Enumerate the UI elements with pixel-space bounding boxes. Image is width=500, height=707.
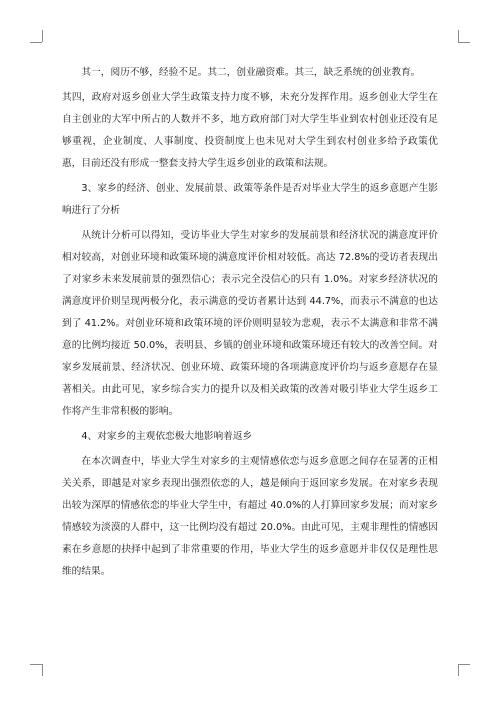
paragraph-4: 在本次调查中，毕业大学生对家乡的主观情感依恋与返乡意愿之间存在显著的正相关关系，即越是对家乡表现出强烈依恋的人，越是倾向于返回家乡发展。在对家乡表现出较为深厚的情感依恋的毕业大学生中，有超过 40.0%的人打算回家乡发展；而对家乡情感较为淡漠的人群中，这一比例均没有超过 20.0%。由此可见，主观非理性的情感因素在乡意愿的抉择中起到了非常重要的作用，毕业大学生的返乡意愿并非仅仅是理性思维的结果。: [62, 456, 438, 577]
paragraph-1: 其一，阅历不够，经验不足。其二，创业融资难。其三，缺乏系统的创业教育。: [81, 67, 421, 78]
section-heading-4: 4、对家乡的主观依恋极大地影响着返乡: [81, 431, 253, 442]
section-heading-3: 3、家乡的经济、创业、发展前景、政策等条件是否对毕业大学生的返乡意愿产生影响进行了分析: [62, 183, 438, 216]
paragraph-3: 从统计分析可以得知，受访毕业大学生对家乡的发展前景和经济状况的满意度评价相对较高，对创业环境和政策环境的满意度评价相对较低。高达 72.8%的受访者表现出了对家乡未来发展前景的强烈信心；表示完全没信心的只有 1.0%。对家乡经济状况的满意度评价则呈现两极分化，表示满意的受访者累计达到 44.7%，而表示不满意的也达到了 41.2%。对创业环境和政策环境的评价则明显较为悲观，表示不太满意和非常不满意的比例均接近 50.0%，表明县、乡镇的创业环境和政策环境还有较大的改善空间。对家乡发展前景、经济状况、创业环境、政策环境的各项满意度评价均与返乡意愿存在显著相关。由此可见，家乡综合实力的提升以及相关政策的改善对吸引毕业大学生返乡工作将产生非常积极的影响。: [62, 230, 438, 417]
document-body: [62, 62, 438, 586]
paragraph-2: 其四，政府对返乡创业大学生政策支持力度不够，未充分发挥作用。返乡创业大学生在自主创业的大军中所占的人数并不多，地方政府部门对大学生毕业到农村创业还没有足够重视，企业制度、人事制度、投资制度上也未见对大学生到农村创业多给予政策优惠，目前还没有形成一整套支持大学生返乡创业的政策和法规。: [62, 92, 438, 169]
